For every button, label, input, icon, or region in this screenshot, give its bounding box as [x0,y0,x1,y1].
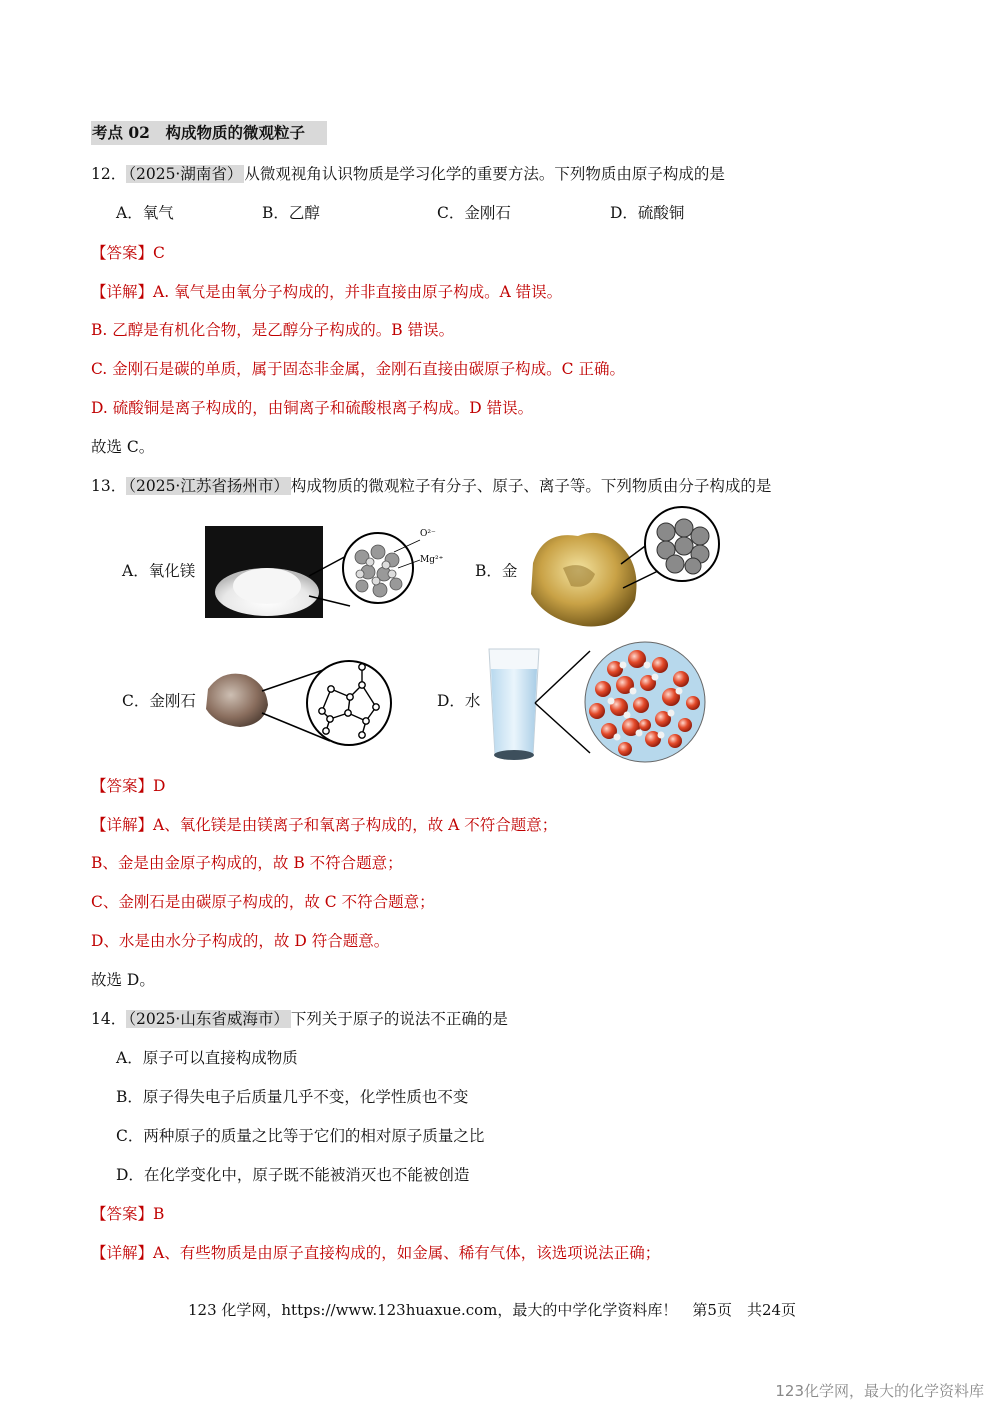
page-footer: 123 化学网，https://www.123huaxue.com，最大的中学化学资料库！ 第5页 共24页 [188,1301,797,1319]
option-b: B．金 [475,562,518,580]
detail-13-b: B、金是由金原子构成的，故 B 不符合题意； [91,854,403,872]
detail-text: A、有些物质是由原子直接构成的，如金属、稀有气体，该选项说法正确； [153,1244,661,1262]
ionic-lattice-icon [340,522,444,612]
magnesium-ion-label: Mg²⁺ [420,555,444,565]
answer-value: C [153,244,165,262]
answer-14 [91,1204,164,1224]
question-stem: 从微观视角认识物质是学习化学的重要方法。下列物质由原子构成的是 [244,165,725,183]
detail-12-c: C. 金刚石是碳的单质，属于固态非金属，金刚石直接由碳原子构成。C 正确。 [91,360,625,378]
question-stem: 下列关于原子的说法不正确的是 [290,1010,508,1028]
diamond-image [200,655,400,750]
detail-13-c: C、金刚石是由碳原子构成的，故 C 不符合题意； [91,893,435,911]
answer-label: 【答案】 [91,244,154,262]
detail-text: A、氧化镁是由镁离子和氧离子构成的，故 A 不符合题意； [153,816,558,834]
question-source: （2025·江苏省扬州市） [128,477,289,495]
option-b: B．原子得失电子后质量几乎不变，化学性质也不变 [116,1088,469,1106]
answer-label: 【答案】 [91,777,154,795]
option-a: A．氧化镁 [122,562,196,580]
gold-nugget-image [523,508,728,638]
detail-label: 【详解】 [91,816,154,834]
answer-value: D [153,777,166,795]
detail-12-d: D. 硫酸铜是离子构成的，由铜离子和硫酸根离子构成。D 错误。 [91,399,534,417]
answer-13 [91,776,165,796]
option-c: C．金刚石 [122,692,196,710]
watermark: 123化学网，最大的化学资料库 [775,1382,984,1400]
conclusion-13: 故选 D。 [91,971,155,989]
question-number: 14． [91,1010,127,1028]
detail-text: A. 氧气是由氧分子构成的，并非直接由原子构成。A 错误。 [153,283,563,301]
option-a: A．氧气 [116,204,174,222]
option-d: D．水 [437,692,481,710]
detail-label: 【详解】 [91,1244,154,1262]
oxide-ion-label: O²⁻ [420,529,436,539]
detail-14-a [91,1243,660,1263]
option-d: D．硫酸铜 [610,204,685,222]
detail-12-a [91,282,562,302]
section-title: 考点 02 构成物质的微观粒子 [91,121,327,145]
question-14 [91,1009,508,1029]
question-source: （2025·湖南省） [128,165,243,183]
water-glass-image [485,637,720,767]
option-c: C．两种原子的质量之比等于它们的相对原子质量之比 [116,1127,485,1145]
detail-12-b: B. 乙醇是有机化合物，是乙醇分子构成的。B 错误。 [91,321,455,339]
question-stem: 构成物质的微观粒子有分子、原子、离子等。下列物质由分子构成的是 [290,477,772,495]
detail-13-d: D、水是由水分子构成的，故 D 符合题意。 [91,932,390,950]
answer-label: 【答案】 [91,1205,154,1223]
answer-12 [91,243,165,263]
option-d: D．在化学变化中，原子既不能被消灭也不能被创造 [116,1166,470,1184]
question-13 [91,476,771,496]
option-b: B．乙醇 [262,204,320,222]
option-c: C．金刚石 [437,204,511,222]
conclusion-12: 故选 C。 [91,438,155,456]
question-12 [91,164,725,184]
question-number: 12． [91,165,127,183]
detail-13-a [91,815,557,835]
question-source: （2025·山东省威海市） [128,1010,289,1028]
question-number: 13． [91,477,127,495]
option-a: A．原子可以直接构成物质 [116,1049,298,1067]
detail-label: 【详解】 [91,283,154,301]
answer-value: B [153,1205,165,1223]
